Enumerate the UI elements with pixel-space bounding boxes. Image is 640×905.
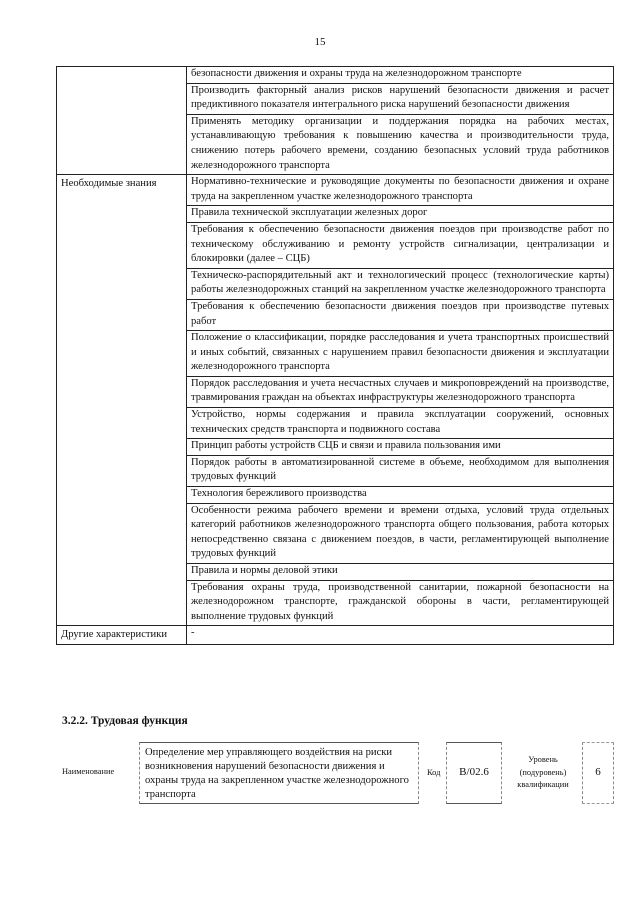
knowledge-cell: Правила и нормы деловой этики (187, 564, 614, 581)
knowledge-cell: Нормативно-технические и руководящие документы по безопасности движения и охране труда на закрепленном участке железнодорожного транспорта (187, 175, 614, 206)
table-row (57, 175, 614, 206)
code-value: B/02.6 (446, 742, 502, 804)
table-row (57, 626, 614, 645)
other-characteristics-label: Другие характеристики (57, 626, 187, 645)
code-label: Код (427, 768, 441, 777)
knowledge-cell: Порядок работы в автоматизированной системе в объеме, необходимом для выполнения трудовых функций (187, 455, 614, 486)
name-value: Определение мер управляющего воздействия на риски возникновения нарушений безопасности движения и охраны труда на закрепленном участке железнодорожного транспорта (139, 742, 419, 804)
knowledge-cell: Принцип работы устройств СЦБ и связи и правила пользования ими (187, 439, 614, 456)
knowledge-cell: Порядок расследования и учета несчастных случаев и микроповреждений на производстве, травмирования граждан на объектах инфраструктуры железнодорожного транспорта (187, 376, 614, 407)
knowledge-cell: Требования к обеспечению безопасности движения поездов при производстве путевых работ (187, 299, 614, 330)
qualification-level-value: 6 (582, 742, 614, 804)
labor-function-block (56, 742, 616, 806)
section-heading: 3.2.2. Трудовая функция (62, 715, 188, 727)
knowledge-cell: Правила технической эксплуатации железных дорог (187, 206, 614, 223)
knowledge-cell: Устройство, нормы содержания и правила эксплуатации сооружений, основных технических средств транспорта и подвижного состава (187, 408, 614, 439)
knowledge-cell: Требования охраны труда, производственной санитарии, пожарной безопасности на железнодорожном транспорте, гражданской обороны в части, регламентирующей выполнение трудовых функций (187, 580, 614, 626)
knowledge-cell: Особенности режима рабочего времени и времени отдыха, условий труда отдельных категорий работников железнодорожного транспорта общего пользования, работа которых непосредственно связана с движением поездов, в части, регламентирующей выполнение трудовых функций (187, 503, 614, 563)
skill-cell: Производить факторный анализ рисков нарушений безопасности движения и расчет предиктивного показателя интегрального риска нарушений безопасности движения (187, 83, 614, 114)
knowledge-cell: Требования к обеспечению безопасности движения поездов при производстве работ по техническому обслуживанию и ремонту устройств сигнализации, централизации и блокировки (далее – СЦБ) (187, 222, 614, 268)
other-characteristics-value: - (187, 626, 614, 645)
skill-cell: Применять методику организации и поддержания порядка на рабочих местах, устанавливающую требования к повышению качества и производительности труда, снижению потерь рабочего времени, созданию безопасных условий труда работников железнодорожного транспорта (187, 114, 614, 174)
skill-cell: безопасности движения и охраны труда на железнодорожном транспорте (187, 67, 614, 84)
page-number: 15 (314, 36, 326, 48)
knowledge-label: Необходимые знания (57, 175, 187, 626)
table-row (57, 67, 614, 84)
requirements-table (56, 66, 614, 645)
empty-label-cell (57, 67, 187, 175)
knowledge-cell: Технология бережливого производства (187, 487, 614, 504)
knowledge-cell: Положение о классификации, порядке расследования и учета транспортных происшествий и иных событий, связанных с нарушением правил безопасности движения и эксплуатации железнодорожного транспорта (187, 331, 614, 377)
qualification-level-label: Уровень (подуровень) квалификации (517, 755, 569, 789)
name-label: Наименование (62, 767, 115, 776)
knowledge-cell: Техническо-распорядительный акт и технологический процесс (технологические карты) работы железнодорожных станций на закрепленном участке железнодорожного транспорта (187, 268, 614, 299)
